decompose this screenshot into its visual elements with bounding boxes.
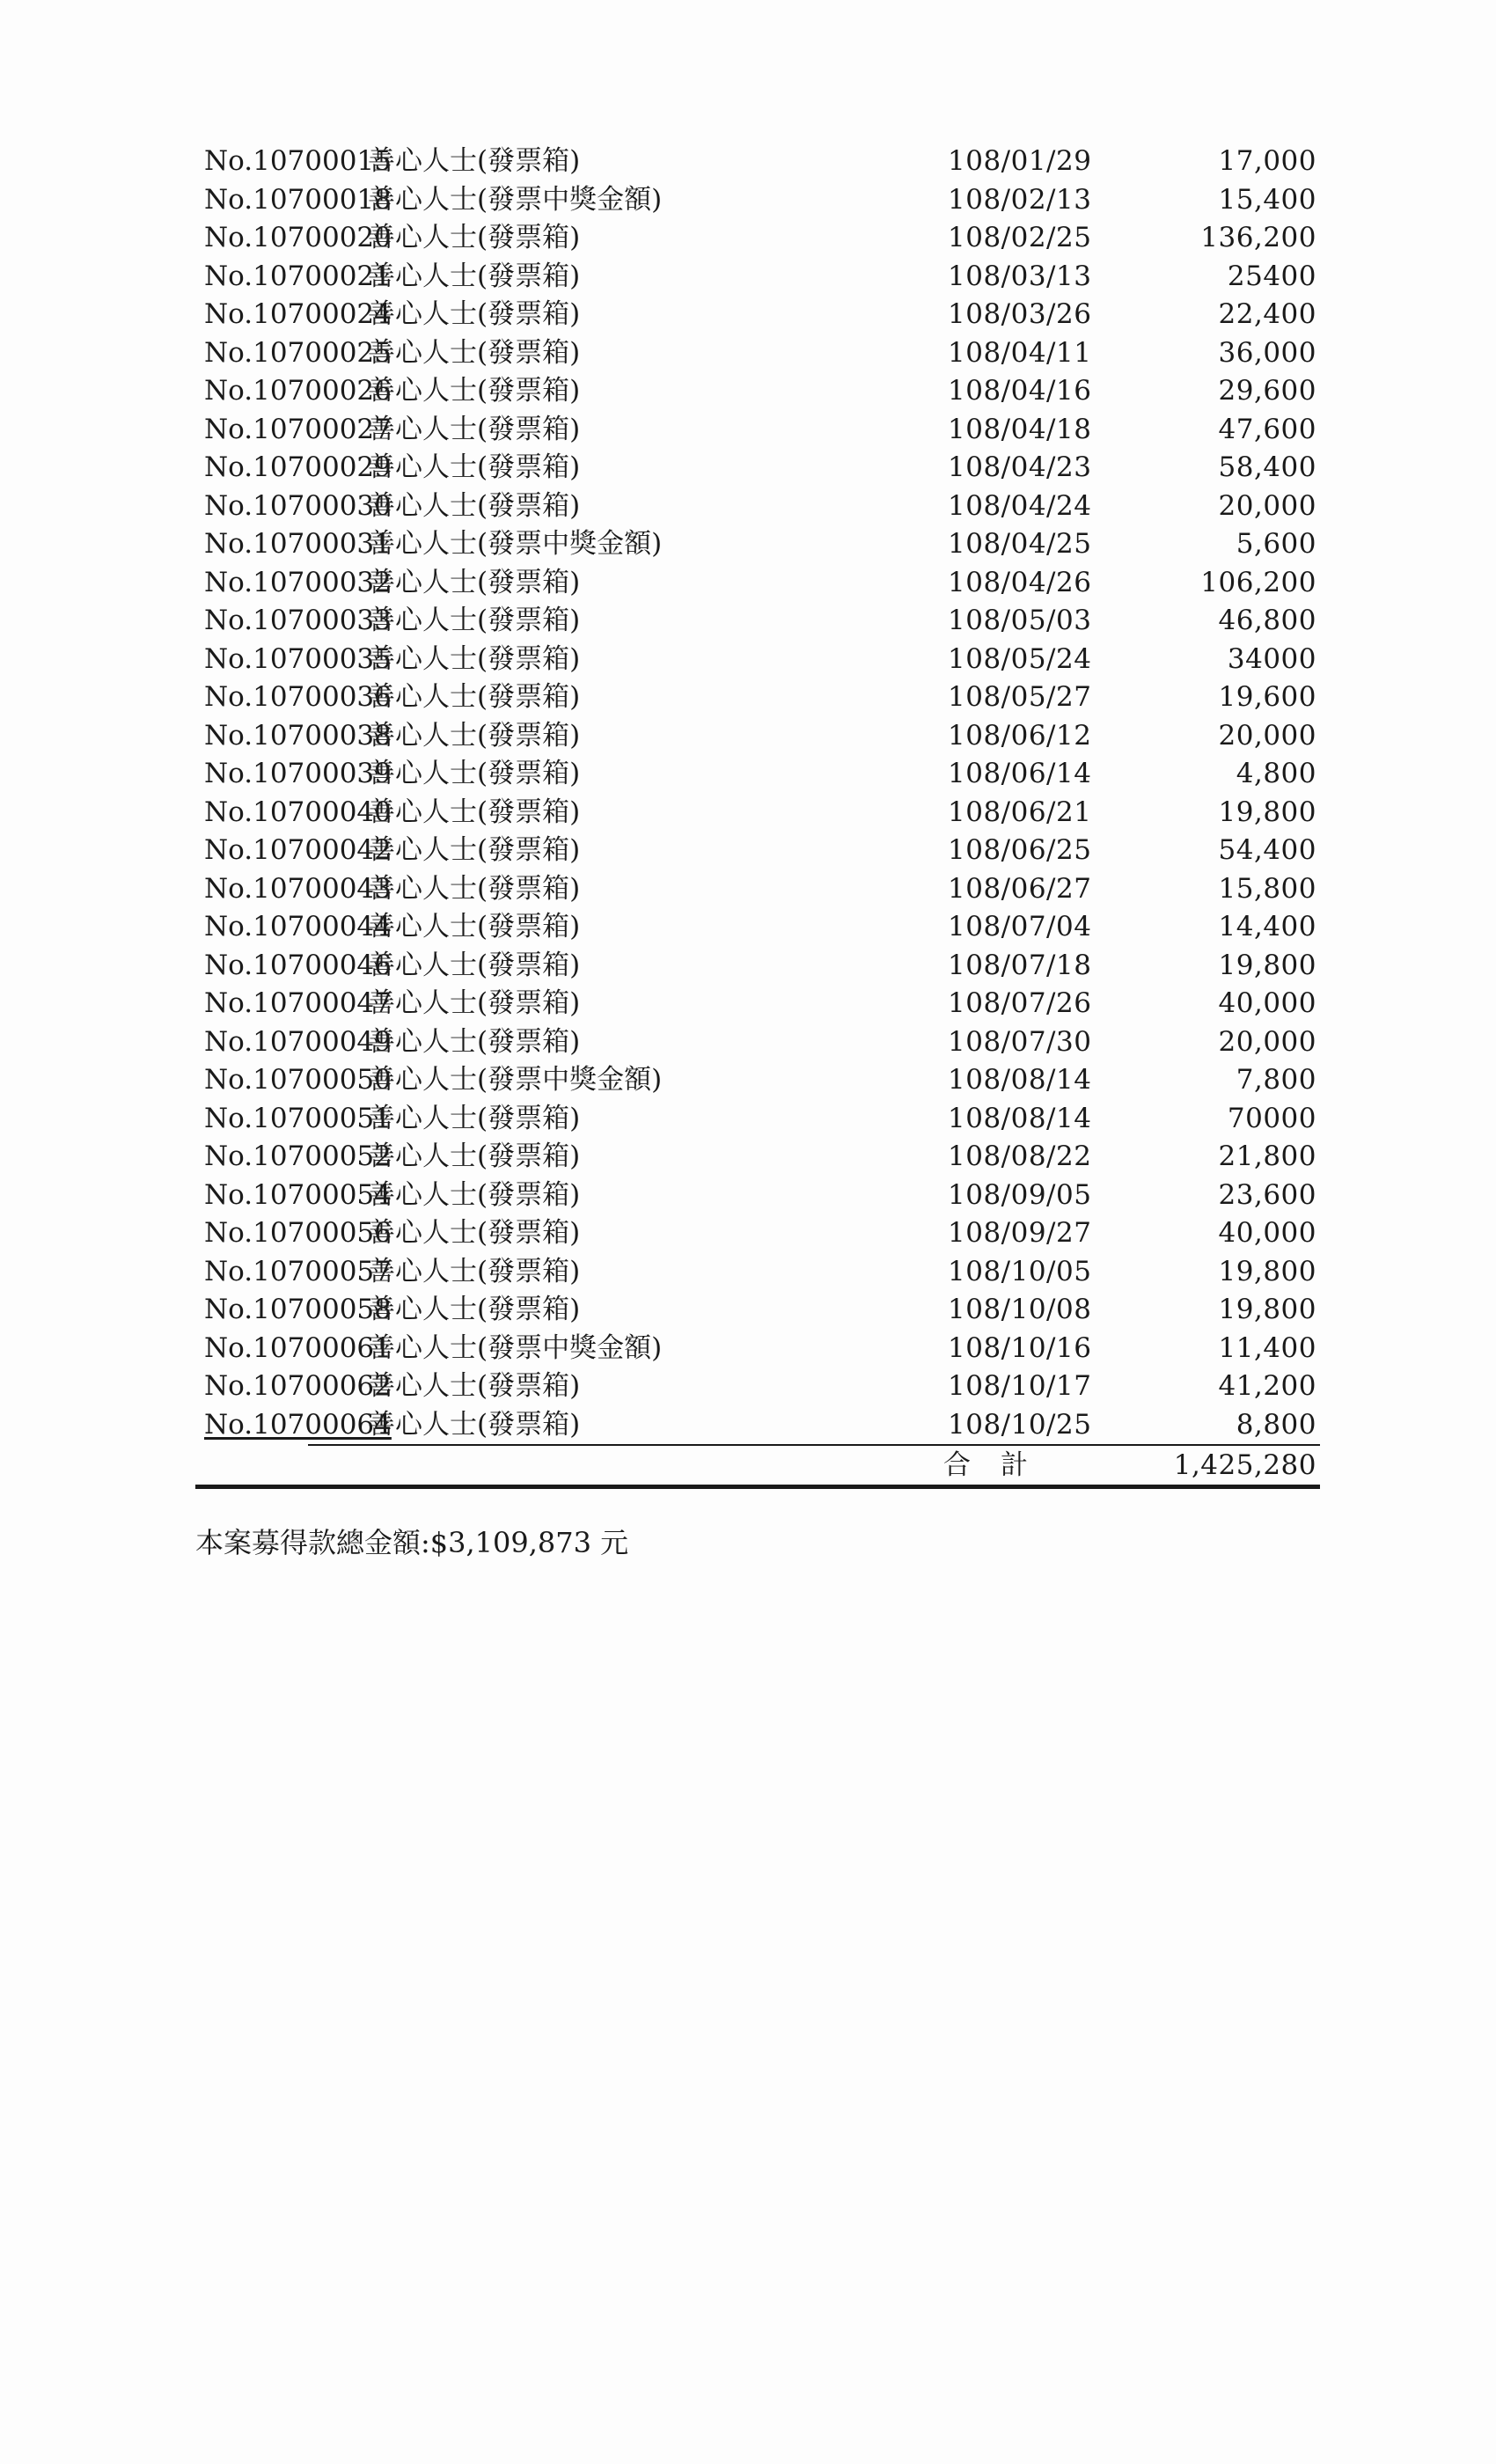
donation-amount: 41,200	[1218, 1370, 1316, 1402]
donation-amount: 25400	[1227, 260, 1316, 292]
donation-date: 108/04/18	[948, 413, 1092, 445]
donor-name: 善心人士(發票箱)	[368, 1294, 581, 1325]
donation-amount: 40,000	[1218, 1217, 1316, 1249]
donor-name: 善心人士(發票中獎金額)	[368, 528, 663, 560]
receipt-number: No.10700030	[204, 489, 392, 522]
donor-name: 善心人士(發票箱)	[368, 642, 581, 675]
receipt-number: No.10700051	[204, 1102, 392, 1134]
receipt-number: No.10700064	[204, 1408, 392, 1441]
donation-amount: 21,800	[1218, 1140, 1316, 1172]
ledger-row	[195, 334, 1331, 373]
donation-amount: 23,600	[1218, 1178, 1316, 1211]
receipt-number: No.10700015	[204, 145, 392, 177]
ledger-row	[195, 1061, 1331, 1100]
receipt-number: No.10700026	[204, 375, 392, 407]
donor-name: 善心人士(發票箱)	[368, 1102, 581, 1134]
ledger-row	[195, 1100, 1331, 1139]
donor-name: 善心人士(發票箱)	[368, 336, 581, 369]
donation-ledger	[195, 143, 1331, 1489]
donor-name: 善心人士(發票箱)	[368, 1217, 581, 1249]
donation-date: 108/09/05	[948, 1178, 1092, 1211]
donor-name: 善心人士(發票箱)	[368, 605, 581, 636]
donor-name: 善心人士(發票箱)	[368, 872, 581, 905]
ledger-row	[195, 794, 1331, 832]
donation-date: 108/04/16	[948, 375, 1092, 407]
receipt-number: No.10700046	[204, 949, 392, 981]
ledger-row	[195, 296, 1331, 334]
donor-name: 善心人士(發票箱)	[368, 834, 581, 866]
donor-name: 善心人士(發票中獎金額)	[368, 183, 663, 216]
donor-name: 善心人士(發票箱)	[368, 949, 581, 981]
ledger-row	[195, 1253, 1331, 1292]
donation-date: 108/07/04	[948, 911, 1092, 942]
receipt-number: No.10700040	[204, 796, 392, 828]
ledger-row	[195, 947, 1331, 986]
donation-date: 108/04/25	[948, 528, 1092, 560]
donation-date: 108/05/27	[948, 681, 1092, 713]
donation-amount: 19,800	[1218, 1294, 1316, 1325]
receipt-number: No.10700062	[204, 1370, 392, 1402]
receipt-number: No.10700052	[204, 1140, 392, 1172]
donation-amount: 20,000	[1218, 719, 1316, 752]
donation-date: 108/06/25	[948, 834, 1092, 866]
receipt-number: No.10700027	[204, 413, 392, 445]
donation-amount: 19,800	[1218, 796, 1316, 828]
donation-date: 108/10/25	[948, 1408, 1092, 1441]
ledger-row	[195, 143, 1331, 181]
ledger-rows	[195, 143, 1331, 1444]
total-label: 合計	[943, 1449, 1058, 1481]
donation-amount: 22,400	[1218, 298, 1316, 330]
donor-name: 善心人士(發票箱)	[368, 1025, 581, 1058]
ledger-row	[195, 678, 1331, 717]
receipt-number: No.10700032	[204, 566, 392, 598]
ledger-row	[195, 1368, 1331, 1406]
ledger-row	[195, 1138, 1331, 1177]
total-amount: 1,425,280	[1173, 1449, 1316, 1481]
donation-amount: 40,000	[1218, 987, 1316, 1019]
ledger-row	[195, 258, 1331, 297]
ledger-row	[195, 985, 1331, 1023]
ledger-row	[195, 1330, 1331, 1368]
donation-amount: 34000	[1227, 642, 1316, 675]
donor-name: 善心人士(發票中獎金額)	[368, 1331, 663, 1364]
donation-amount: 19,800	[1218, 1255, 1316, 1287]
ledger-row	[195, 832, 1331, 870]
ledger-row	[195, 488, 1331, 526]
total-row	[195, 1446, 1331, 1485]
receipt-number: No.10700038	[204, 719, 392, 752]
donation-date: 108/05/24	[948, 642, 1092, 675]
receipt-number: No.10700021	[204, 260, 392, 292]
donation-date: 108/03/13	[948, 260, 1092, 292]
receipt-number: No.10700049	[204, 1025, 392, 1058]
donor-name: 善心人士(發票箱)	[368, 681, 581, 713]
donation-date: 108/08/14	[948, 1102, 1092, 1134]
donor-name: 善心人士(發票箱)	[368, 1255, 581, 1287]
donation-amount: 36,000	[1218, 336, 1316, 369]
receipt-number: No.10700036	[204, 681, 392, 713]
donation-amount: 19,800	[1218, 949, 1316, 981]
donation-amount: 47,600	[1218, 413, 1316, 445]
ledger-row	[195, 1177, 1331, 1215]
donor-name: 善心人士(發票箱)	[368, 719, 581, 752]
donation-amount: 29,600	[1218, 375, 1316, 407]
donor-name: 善心人士(發票箱)	[368, 489, 581, 522]
donation-date: 108/06/27	[948, 872, 1092, 905]
donor-name: 善心人士(發票中獎金額)	[368, 1064, 663, 1096]
receipt-number: No.10700033	[204, 605, 392, 636]
donation-amount: 7,800	[1236, 1064, 1316, 1096]
donation-amount: 14,400	[1218, 911, 1316, 942]
donation-date: 108/02/13	[948, 183, 1092, 216]
donation-amount: 17,000	[1218, 145, 1316, 177]
receipt-number: No.10700054	[204, 1178, 392, 1211]
donor-name: 善心人士(發票箱)	[368, 222, 581, 253]
donor-name: 善心人士(發票箱)	[368, 375, 581, 407]
donation-date: 108/02/25	[948, 222, 1092, 253]
receipt-number: No.10700020	[204, 222, 392, 253]
donor-name: 善心人士(發票箱)	[368, 796, 581, 828]
summary-total: 本案募得款總金額:$3,109,873 元	[195, 1526, 629, 1559]
ledger-row	[195, 1406, 1331, 1445]
donation-date: 108/10/16	[948, 1331, 1092, 1364]
donation-date: 108/10/17	[948, 1370, 1092, 1402]
donation-date: 108/10/05	[948, 1255, 1092, 1287]
donation-amount: 70000	[1227, 1102, 1316, 1134]
donation-amount: 15,800	[1218, 872, 1316, 905]
donation-amount: 11,400	[1218, 1331, 1316, 1364]
donation-amount: 19,600	[1218, 681, 1316, 713]
receipt-number: No.10700061	[204, 1331, 392, 1364]
total-rule	[195, 1485, 1320, 1489]
donor-name: 善心人士(發票箱)	[368, 1178, 581, 1211]
receipt-number: No.10700043	[204, 872, 392, 905]
ledger-row	[195, 717, 1331, 756]
donor-name: 善心人士(發票箱)	[368, 566, 581, 598]
donation-amount: 4,800	[1236, 758, 1316, 789]
ledger-row	[195, 908, 1331, 947]
donation-amount: 20,000	[1218, 1025, 1316, 1058]
ledger-row	[195, 1291, 1331, 1330]
receipt-number: No.10700039	[204, 758, 392, 789]
donor-name: 善心人士(發票箱)	[368, 145, 581, 177]
ledger-row	[195, 219, 1331, 258]
donation-date: 108/01/29	[948, 145, 1092, 177]
ledger-row	[195, 525, 1331, 564]
ledger-row	[195, 755, 1331, 794]
ledger-row	[195, 411, 1331, 450]
receipt-number: No.10700044	[204, 911, 392, 942]
donation-date: 108/06/21	[948, 796, 1092, 828]
ledger-row	[195, 602, 1331, 641]
donor-name: 善心人士(發票箱)	[368, 451, 581, 483]
receipt-number: No.10700035	[204, 642, 392, 675]
donor-name: 善心人士(發票箱)	[368, 298, 581, 330]
donation-amount: 5,600	[1236, 528, 1316, 560]
receipt-number: No.10700047	[204, 987, 392, 1019]
donation-amount: 20,000	[1218, 489, 1316, 522]
ledger-row	[195, 641, 1331, 679]
ledger-row	[195, 372, 1331, 411]
donation-amount: 46,800	[1218, 605, 1316, 636]
donation-amount: 8,800	[1236, 1408, 1316, 1441]
donation-amount: 106,200	[1200, 566, 1316, 598]
donor-name: 善心人士(發票箱)	[368, 987, 581, 1019]
ledger-row	[195, 1023, 1331, 1062]
donation-date: 108/08/14	[948, 1064, 1092, 1096]
receipt-number: No.10700025	[204, 336, 392, 369]
ledger-row	[195, 1214, 1331, 1253]
donation-date: 108/04/11	[948, 336, 1092, 369]
donation-amount: 54,400	[1218, 834, 1316, 866]
donor-name: 善心人士(發票箱)	[368, 758, 581, 789]
donation-date: 108/09/27	[948, 1217, 1092, 1249]
receipt-number: No.10700031	[204, 528, 392, 560]
receipt-number: No.10700050	[204, 1064, 392, 1096]
receipt-number: No.10700018	[204, 183, 392, 216]
donation-date: 108/10/08	[948, 1294, 1092, 1325]
receipt-number: No.10700056	[204, 1217, 392, 1249]
donation-date: 108/05/03	[948, 605, 1092, 636]
donation-date: 108/04/24	[948, 489, 1092, 522]
donor-name: 善心人士(發票箱)	[368, 413, 581, 445]
donation-date: 108/07/30	[948, 1025, 1092, 1058]
donation-date: 108/07/26	[948, 987, 1092, 1019]
receipt-number: No.10700024	[204, 298, 392, 330]
donation-amount: 136,200	[1200, 222, 1316, 253]
donor-name: 善心人士(發票箱)	[368, 1408, 581, 1441]
donation-date: 108/04/23	[948, 451, 1092, 483]
receipt-number: No.10700057	[204, 1255, 392, 1287]
donor-name: 善心人士(發票箱)	[368, 1370, 581, 1402]
donation-date: 108/06/14	[948, 758, 1092, 789]
donor-name: 善心人士(發票箱)	[368, 1140, 581, 1172]
donor-name: 善心人士(發票箱)	[368, 260, 581, 292]
receipt-number: No.10700042	[204, 834, 392, 866]
donation-date: 108/03/26	[948, 298, 1092, 330]
donor-name: 善心人士(發票箱)	[368, 911, 581, 942]
ledger-row	[195, 181, 1331, 220]
receipt-number: No.10700058	[204, 1294, 392, 1325]
donation-amount: 58,400	[1218, 451, 1316, 483]
donation-date: 108/08/22	[948, 1140, 1092, 1172]
ledger-row	[195, 564, 1331, 603]
donation-amount: 15,400	[1218, 183, 1316, 216]
ledger-row	[195, 449, 1331, 488]
receipt-number: No.10700029	[204, 451, 392, 483]
donation-date: 108/04/26	[948, 566, 1092, 598]
ledger-row	[195, 870, 1331, 909]
donation-date: 108/06/12	[948, 719, 1092, 752]
donation-date: 108/07/18	[948, 949, 1092, 981]
